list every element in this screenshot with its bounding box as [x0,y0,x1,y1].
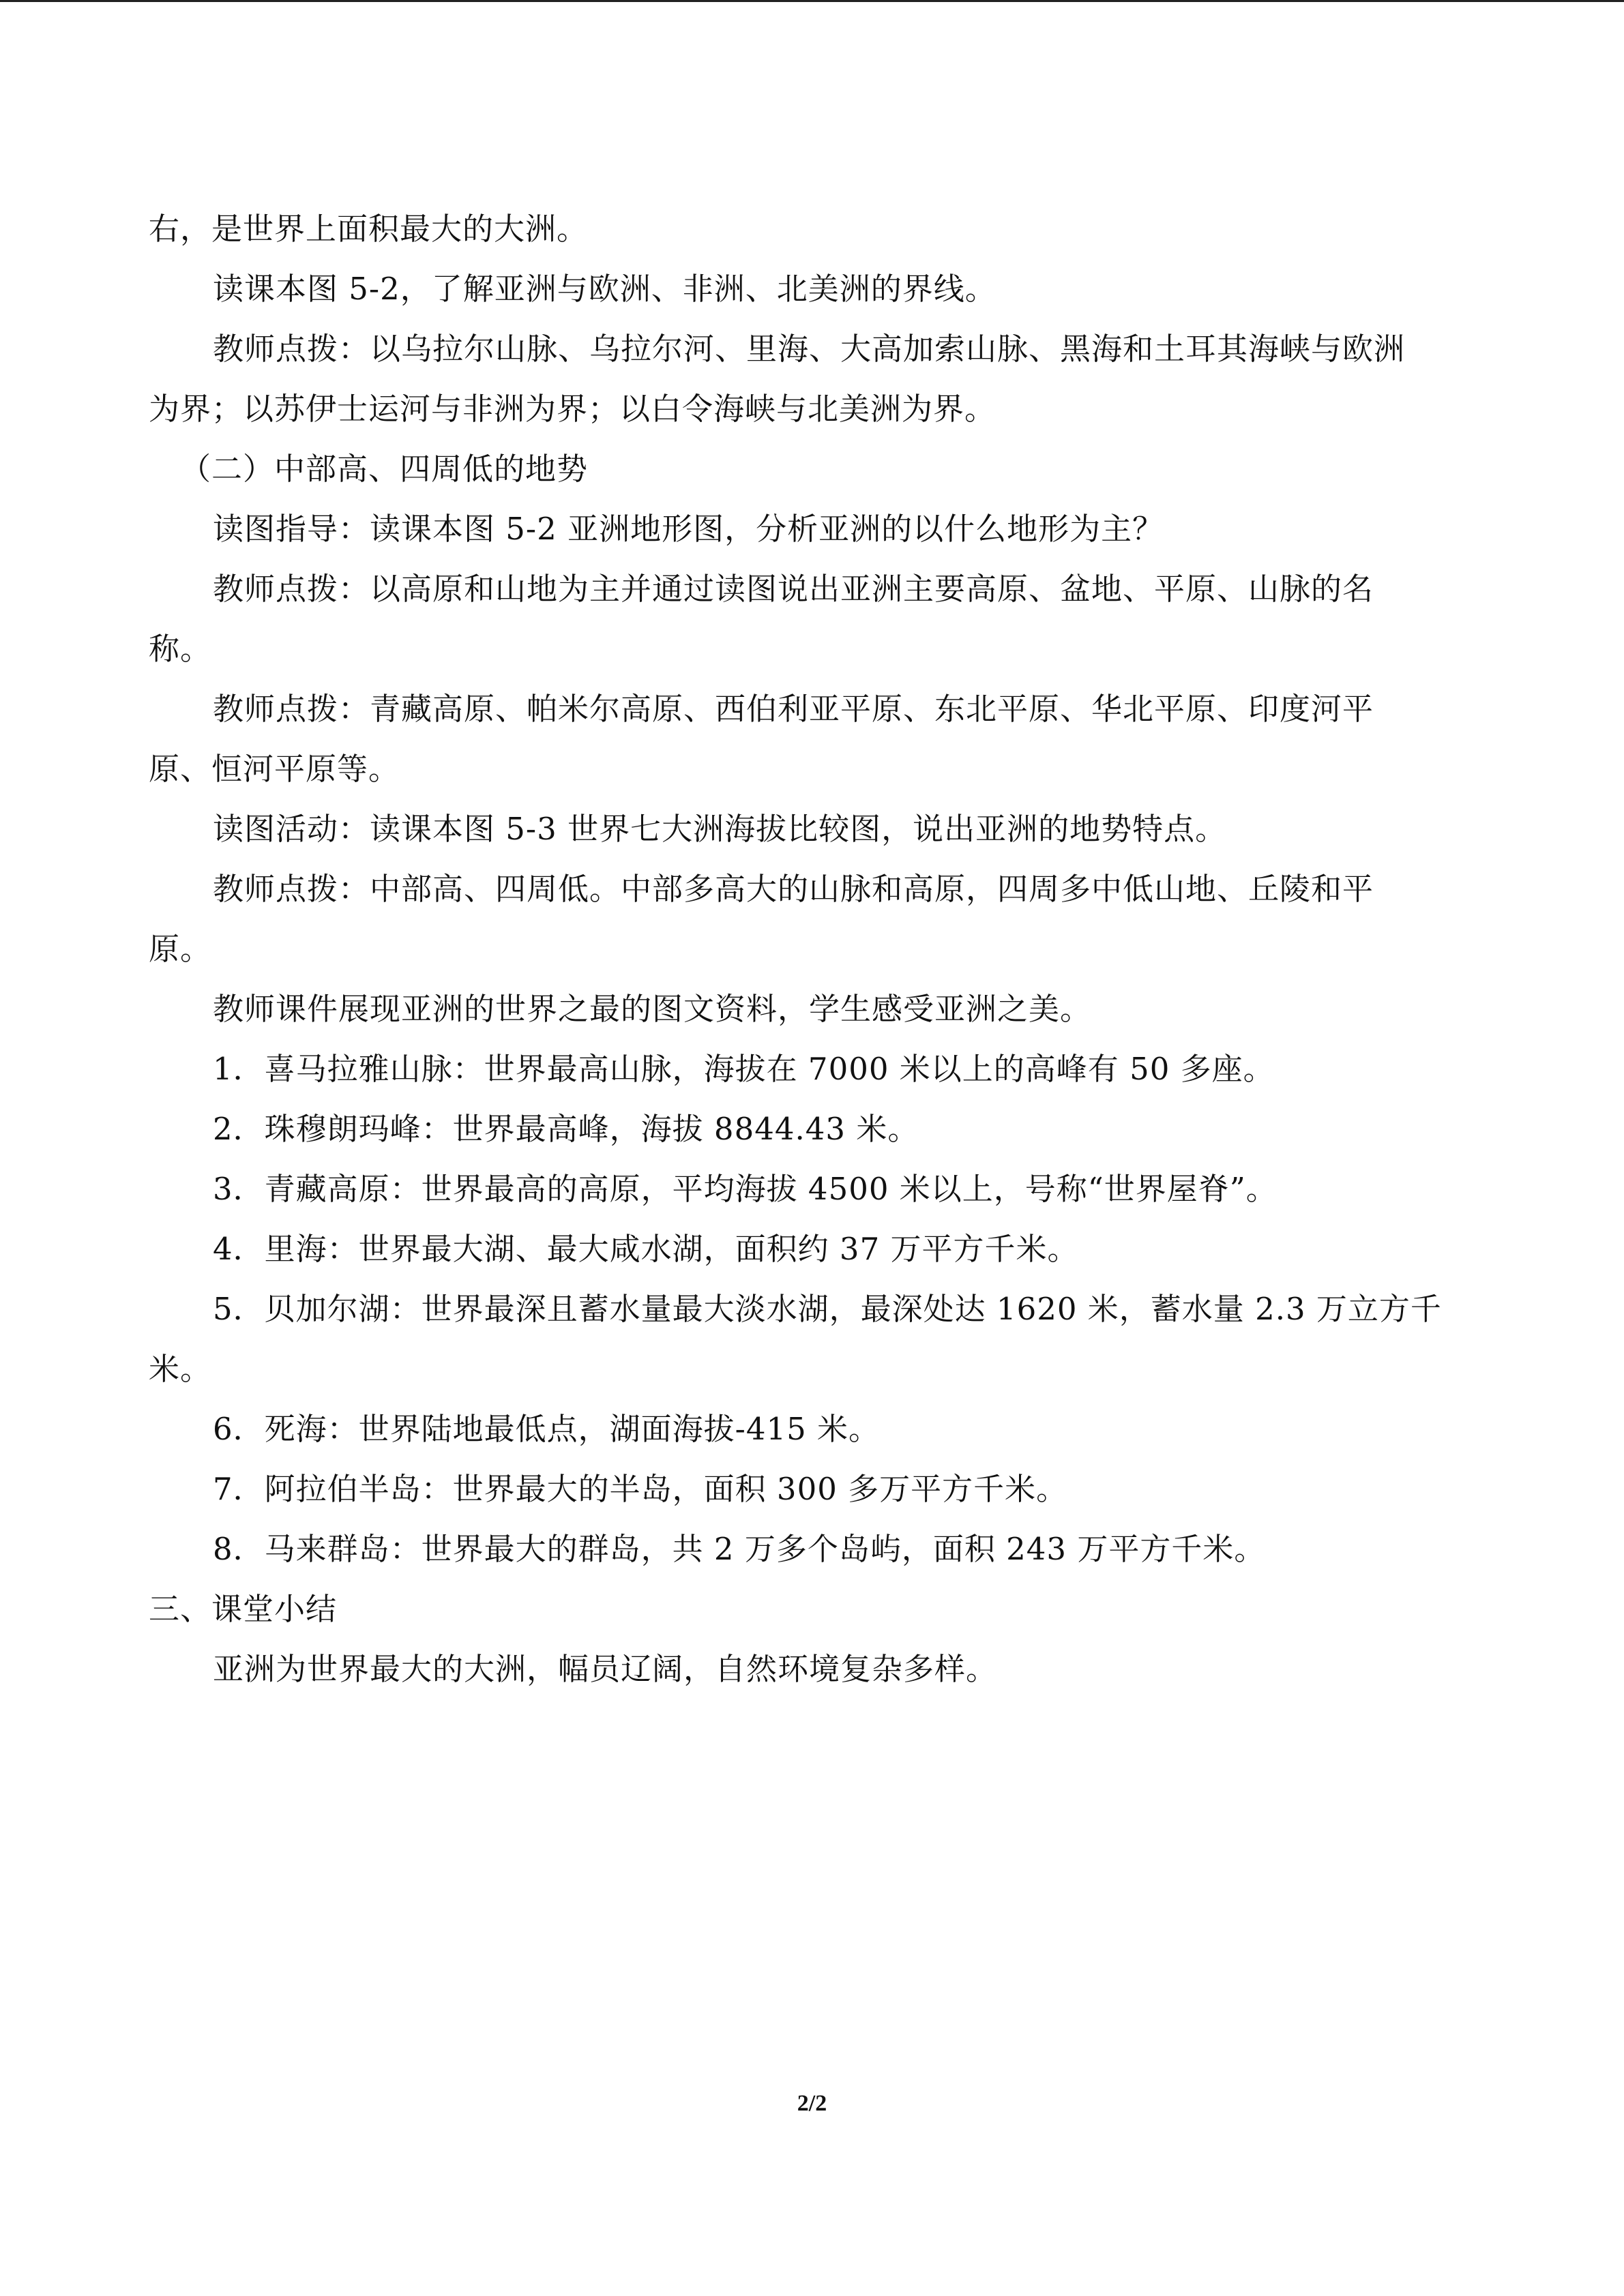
paragraph-line: 原。 [149,931,212,967]
list-item: 4．里海：世界最大湖、最大咸水湖，面积约 37 万平方千米。 [213,1231,1079,1267]
paragraph-line: 原、恒河平原等。 [149,751,400,787]
paragraph-line: 教师点拨：青藏高原、帕米尔高原、西伯利亚平原、东北平原、华北平原、印度河平 [213,691,1374,727]
paragraph-line: 称。 [149,631,212,667]
page-number: 2/2 [797,2091,827,2116]
paragraph-line: 教师点拨：中部高、四周低。中部多高大的山脉和高原，四周多中低山地、丘陵和平 [213,871,1374,907]
list-item: 6．死海：世界陆地最低点，湖面海拔-415 米。 [213,1411,881,1447]
list-item: 1．喜马拉雅山脉：世界最高山脉，海拔在 7000 米以上的高峰有 50 多座。 [213,1051,1275,1087]
paragraph-line: 读图活动：读课本图 5-3 世界七大洲海拔比较图，说出亚洲的地势特点。 [213,811,1227,847]
list-item: 3．青藏高原：世界最高的高原，平均海拔 4500 米以上，号称“世界屋脊”。 [213,1171,1278,1207]
paragraph-line: 教师课件展现亚洲的世界之最的图文资料，学生感受亚洲之美。 [213,991,1092,1027]
paragraph-line: 为界；以苏伊士运河与非洲为界；以白令海峡与北美洲为界。 [149,391,996,427]
section-heading: （二）中部高、四周低的地势 [180,451,589,487]
paragraph-line: 亚洲为世界最大的大洲，幅员辽阔，自然环境复杂多样。 [213,1651,998,1687]
list-item: 2．珠穆朗玛峰：世界最高峰，海拔 8844.43 米。 [213,1111,919,1147]
list-item-continuation: 米。 [149,1351,212,1387]
paragraph-line: 读课本图 5-2，了解亚洲与欧洲、非洲、北美洲的界线。 [213,271,996,307]
paragraph-line: 右，是世界上面积最大的大洲。 [149,211,589,247]
document-body [149,199,1458,1699]
paragraph-line: 读图指导：读课本图 5-2 亚洲地形图，分析亚洲的以什么地形为主？ [213,511,1164,547]
list-item: 8．马来群岛：世界最大的群岛，共 2 万多个岛屿，面积 243 万平方千米。 [213,1531,1266,1567]
top-border-line [0,0,1624,2]
list-item: 5．贝加尔湖：世界最深且蓄水量最大淡水湖，最深处达 1620 米，蓄水量 2.3 万立方千 [213,1291,1442,1327]
paragraph-line: 教师点拨：以乌拉尔山脉、乌拉尔河、里海、大高加索山脉、黑海和土耳其海峡与欧洲 [213,331,1406,367]
paragraph-line: 教师点拨：以高原和山地为主并通过读图说出亚洲主要高原、盆地、平原、山脉的名 [213,571,1374,607]
section-heading: 三、课堂小结 [149,1591,338,1627]
list-item: 7．阿拉伯半岛：世界最大的半岛，面积 300 多万平方千米。 [213,1471,1068,1507]
